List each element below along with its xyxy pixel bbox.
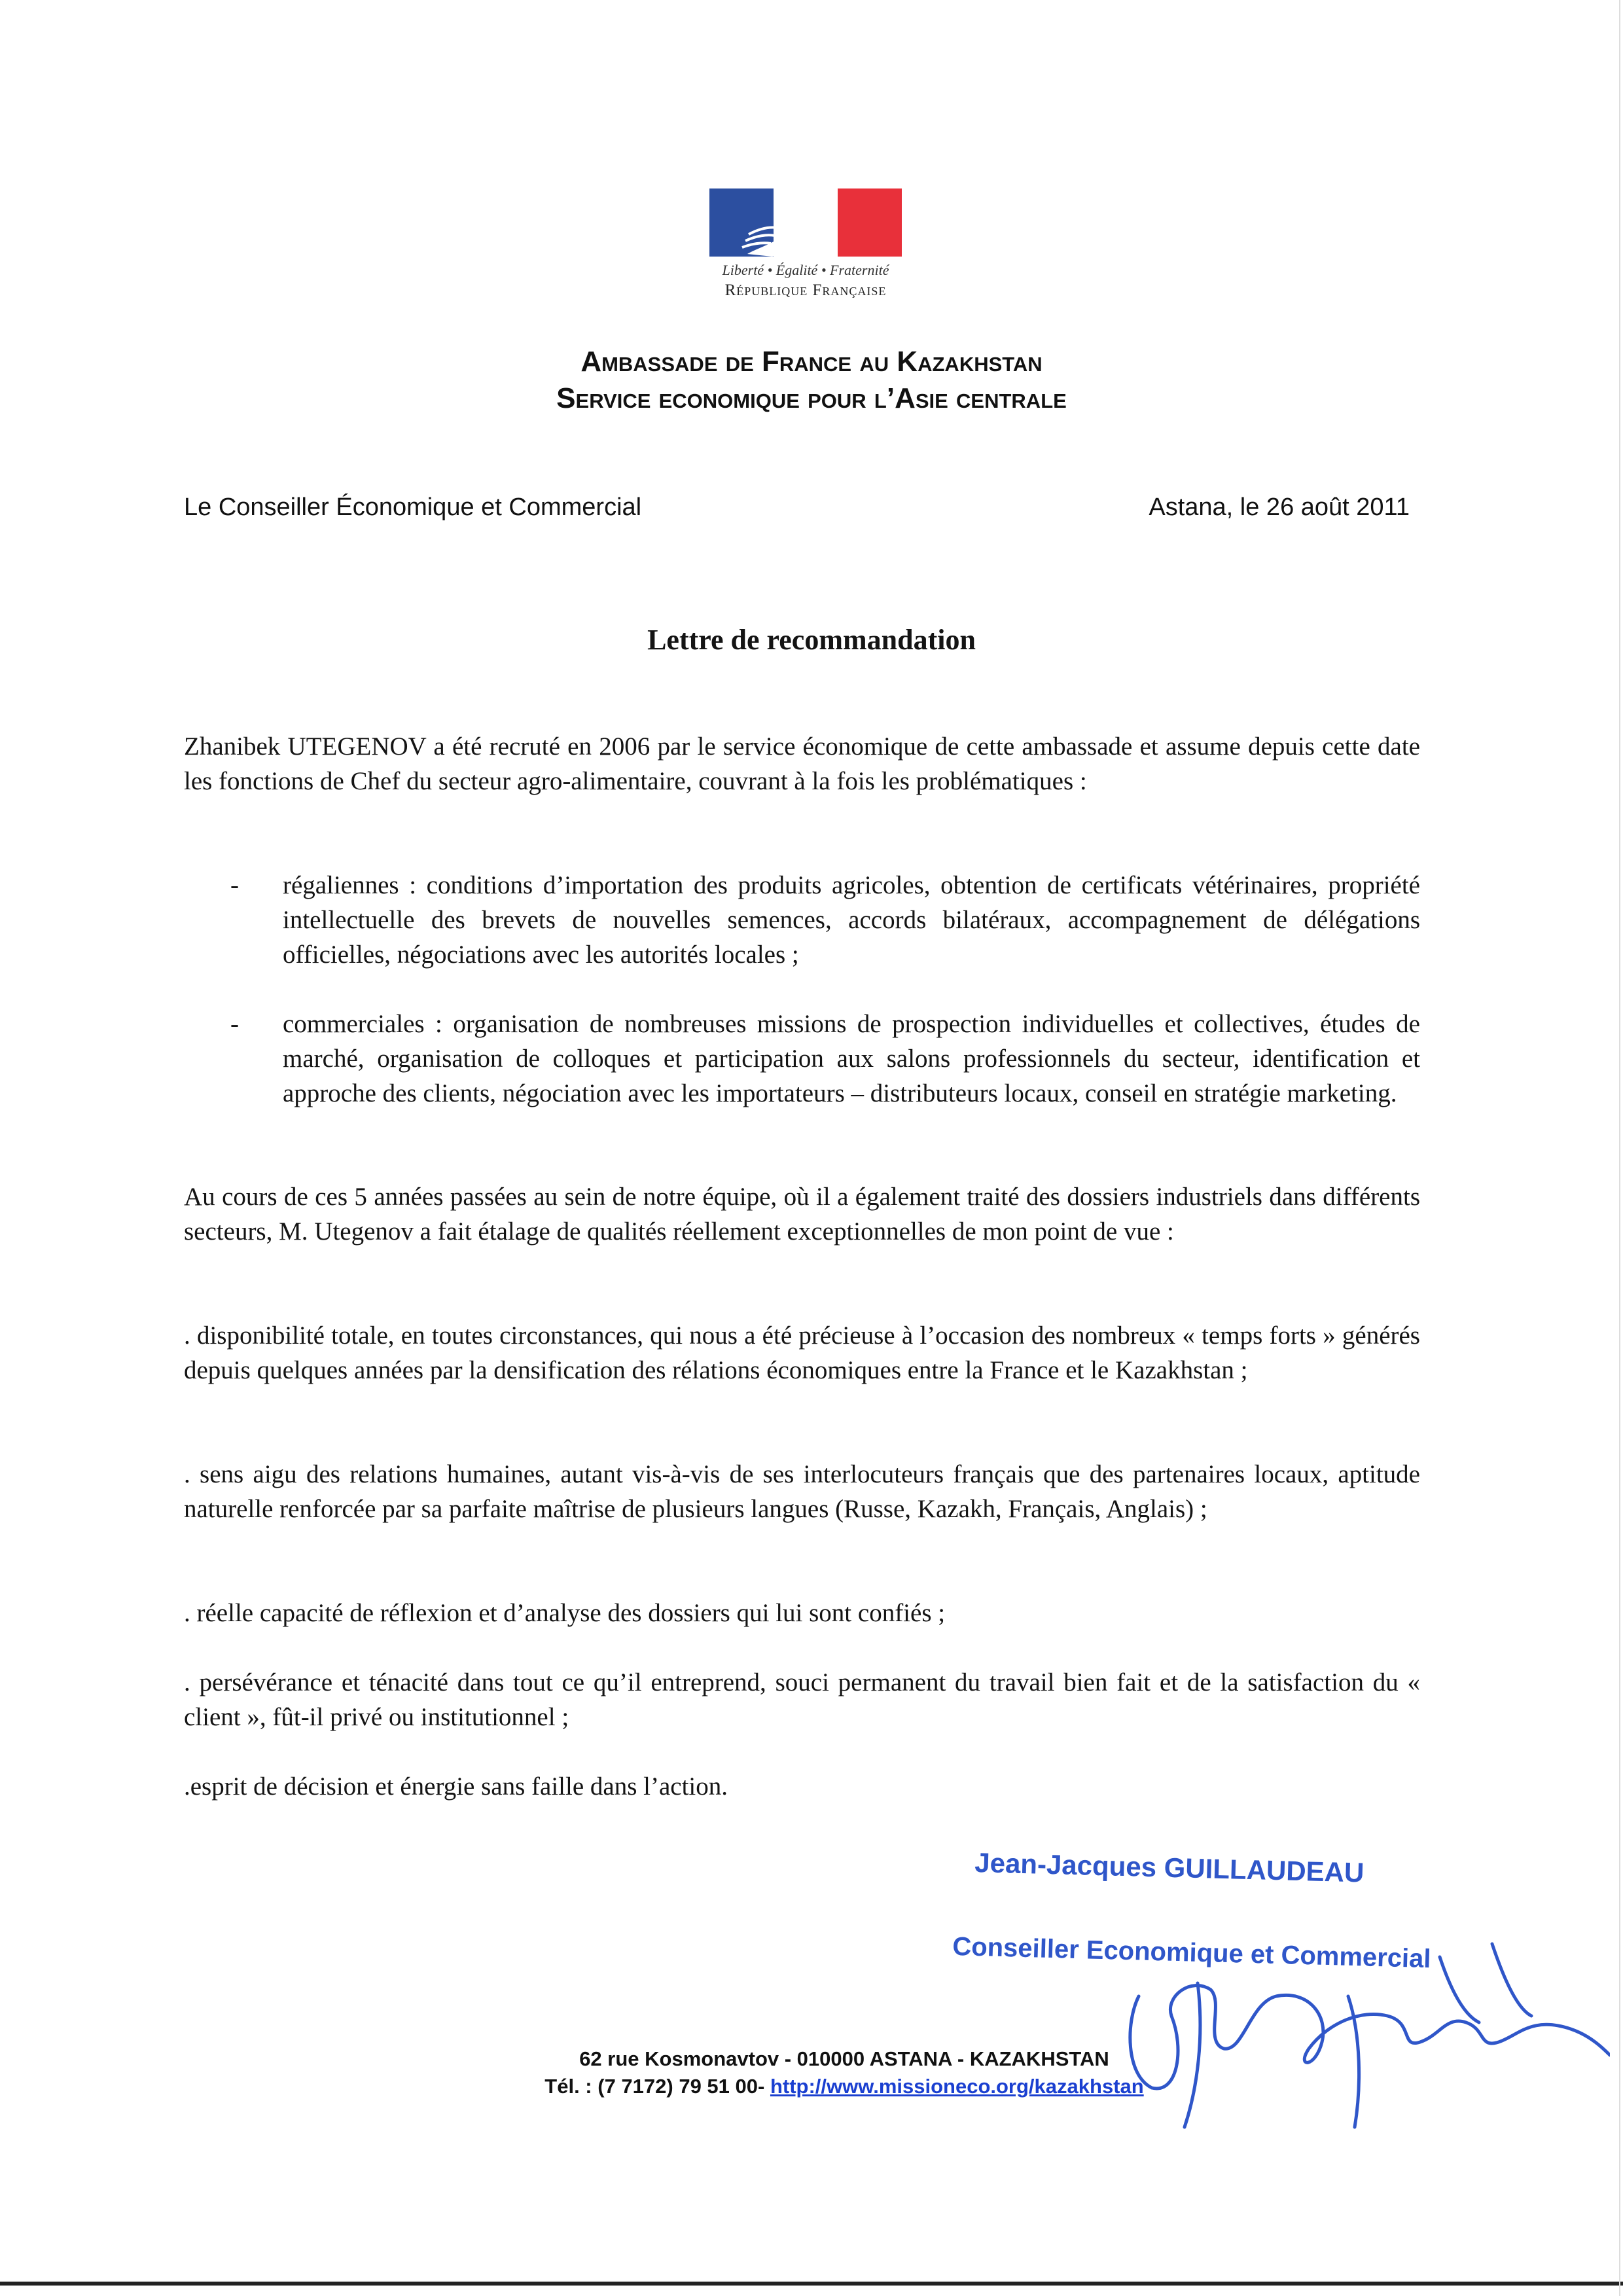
qualities-paragraph: Au cours de ces 5 années passées au sein de notre équipe, où il a également traité des dossiers industriels dans différents secteurs, M. Utegenov a fait étalage de qualités réellement exceptionnelles de mon point de vue : bbox=[184, 1183, 1420, 1246]
footer-address: 62 rue Kosmonavtov - 010000 ASTANA - KAZAKHSTAN bbox=[579, 2047, 1109, 2070]
bullet-dash: - bbox=[230, 1010, 239, 1038]
bullet-dash: - bbox=[230, 871, 239, 899]
quality-perseverance: . persévérance et ténacité dans tout ce qu’il entreprend, souci permanent du travail bien fait et de la satisfaction du « client », fût-il privé ou institutionnel ; bbox=[184, 1668, 1420, 1731]
quality-relations: . sens aigu des relations humaines, autant vis-à-vis de ses interlocuteurs français que des partenaires locaux, aptitude naturelle renforcée par sa parfaite maîtrise de plusieurs langues (Russe, Kazakh, Français, Anglais) ; bbox=[184, 1460, 1420, 1523]
signatory-role: Conseiller Economique et Commercial bbox=[952, 1932, 1432, 1974]
marianne-logo-icon bbox=[709, 188, 902, 257]
footer-website-link[interactable]: http://www.missioneco.org/kazakhstan bbox=[770, 2075, 1144, 2098]
letter-date: Astana, le 26 août 2011 bbox=[1149, 493, 1410, 521]
letter-title: Lettre de recommandation bbox=[647, 624, 976, 656]
bullet-commerciales: commerciales : organisation de nombreuses missions de prospection individuelles et collectives, études de marché, organisation de colloques et participation aux salons professionnels du secteur, identification et approche des clients, négociation avec les importateurs – distributeurs locaux, conseil en stratégie marketing. bbox=[283, 1010, 1420, 1107]
logo-motto: Liberté • Égalité • Fraternité bbox=[722, 262, 889, 278]
intro-paragraph: Zhanibek UTEGENOV a été recruté en 2006 par le service économique de cette ambassade et assume depuis cette date les fonctions de Chef du secteur agro-alimentaire, couvrant à la fois les problématiques : bbox=[184, 732, 1420, 795]
handwritten-signature-icon bbox=[1113, 1918, 1610, 2140]
header-service: Service economique pour l’Asie centrale bbox=[556, 382, 1067, 414]
quality-decision: .esprit de décision et énergie sans faille dans l’action. bbox=[184, 1772, 728, 1801]
scan-edge-right bbox=[1619, 0, 1620, 2296]
quality-analysis: . réelle capacité de réflexion et d’analyse des dossiers qui lui sont confiés ; bbox=[184, 1599, 946, 1627]
sender-title: Le Conseiller Économique et Commercial bbox=[184, 493, 642, 521]
header-embassy: Ambassade de France au Kazakhstan bbox=[580, 346, 1043, 378]
footer-contact bbox=[393, 2075, 1296, 2098]
signatory-name: Jean-Jacques GUILLAUDEAU bbox=[974, 1847, 1364, 1888]
bullet-regaliennes: régaliennes : conditions d’importation des produits agricoles, obtention de certificats vétérinaires, propriété intellectuelle des brevets de nouvelles semences, accords bilatéraux, accompagnement de délégations officielles, négociations avec les autorités locales ; bbox=[283, 871, 1420, 969]
scan-edge-bottom bbox=[0, 2282, 1623, 2286]
footer-tel: Tél. : (7 7172) 79 51 00- bbox=[544, 2075, 765, 2098]
quality-availability: . disponibilité totale, en toutes circonstances, qui nous a été précieuse à l’occasion des nombreux « temps forts » générés depuis quelques années par la densification des rélations économiques entre la France et le Kazakhstan ; bbox=[184, 1321, 1420, 1384]
logo-republic: République Française bbox=[724, 281, 887, 299]
